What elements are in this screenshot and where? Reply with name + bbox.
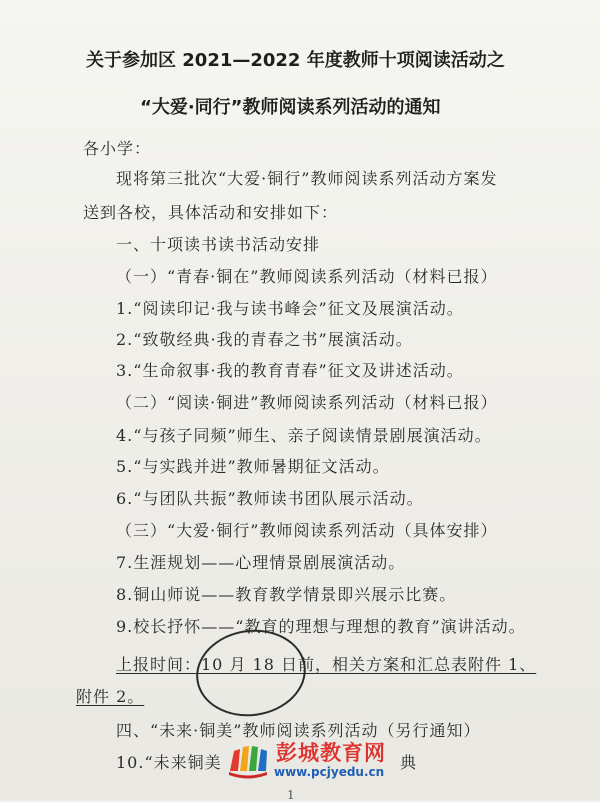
list-item-7: 7.生涯规划——心理情景剧展演活动。 [116, 553, 406, 572]
list-item-6: 6.“与团队共振”教师读书团队展示活动。 [116, 489, 424, 508]
list-item-10: 10.“未来铜美 [116, 753, 222, 772]
list-item-3: 3.“生命叙事·我的教育青春”征文及讲述活动。 [116, 361, 464, 380]
watermark [226, 737, 400, 787]
list-item-9: 9.校长抒怀——“教育的理想与理想的教育”演讲活动。 [116, 617, 526, 636]
section-1-heading: 一、十项读书读书活动安排 [116, 235, 321, 254]
group-1-heading: （一）“青春·铜在”教师阅读系列活动（材料已报） [116, 267, 498, 286]
watermark-url: www.pcjyedu.cn [274, 765, 385, 779]
group-3-heading: （三）“大爱·铜行”教师阅读系列活动（具体安排） [116, 521, 498, 540]
group-2-heading: （二）“阅读·铜进”教师阅读系列活动（材料已报） [116, 393, 498, 412]
handdrawn-circle-annotation [191, 623, 312, 723]
list-item-2: 2.“致敬经典·我的青春之书”展演活动。 [116, 330, 413, 349]
watermark-title: 彭城教育网 [276, 741, 386, 765]
book-logo-icon [226, 741, 270, 781]
deadline-line-2: 附件 2。 [76, 687, 145, 706]
intro-line-2: 送到各校，具体活动和安排如下： [83, 203, 339, 222]
list-item-8: 8.铜山师说——教育教学情景即兴展示比赛。 [116, 585, 457, 604]
list-item-4: 4.“与孩子同频”师生、亲子阅读情景剧展演活动。 [116, 426, 492, 445]
list-item-5: 5.“与实践并进”教师暑期征文活动。 [116, 457, 390, 476]
section-4-heading: 四、“未来·铜美”教师阅读系列活动（另行通知） [116, 721, 481, 740]
page-number: 1 [287, 788, 295, 802]
doc-title-line-1: 关于参加区 2021—2022 年度教师十项阅读活动之 [86, 50, 505, 71]
list-item-1: 1.“阅读印记·我与读书峰会”征文及展演活动。 [116, 299, 464, 318]
salutation: 各小学： [83, 139, 152, 158]
deadline-line-1: 上报时间：10 月 18 日前，相关方案和汇总表附件 1、 [116, 655, 537, 674]
list-item-10-tail: 典 [400, 753, 418, 772]
doc-title-line-2: “大爱·同行”教师阅读系列活动的通知 [140, 97, 441, 118]
intro-line-1: 现将第三批次“大爱·铜行”教师阅读系列活动方案发 [116, 169, 498, 188]
